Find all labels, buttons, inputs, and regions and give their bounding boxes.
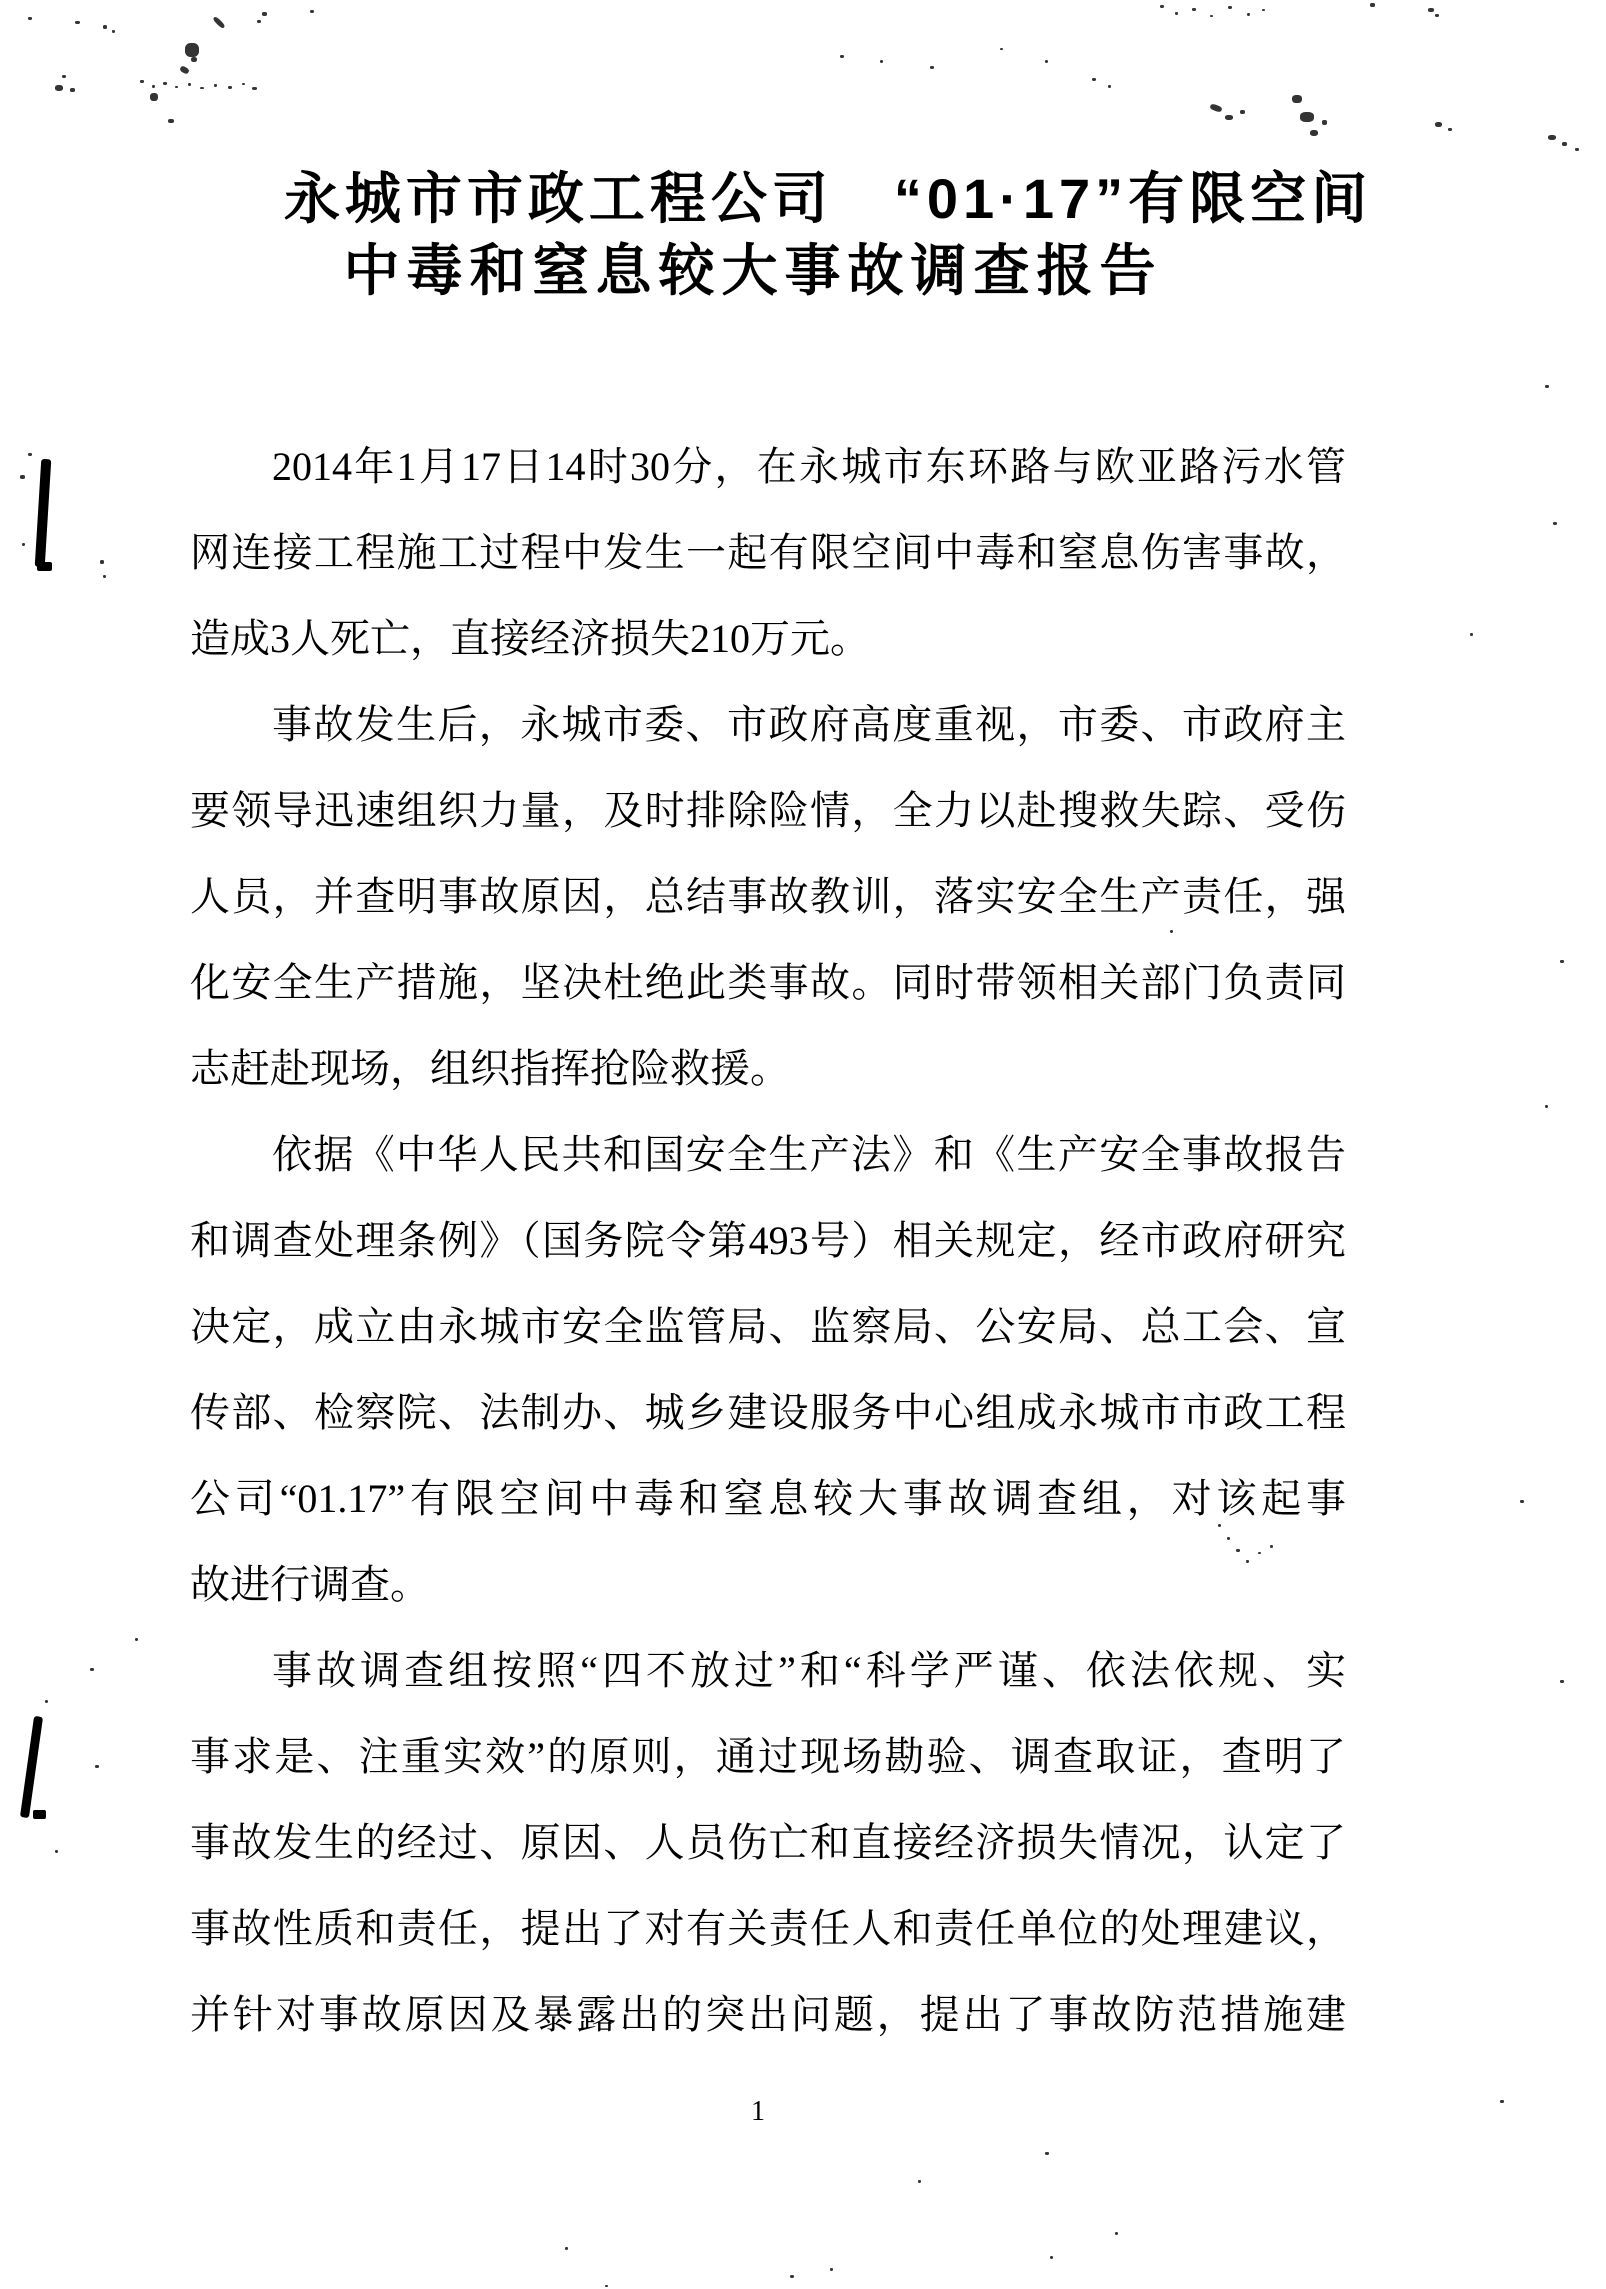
scan-speck (605, 2285, 608, 2287)
body-line: 要领导迅速组织力量，及时排除险情，全力以赴搜救失踪、受伤 (190, 788, 1346, 833)
scan-speck (1370, 3, 1375, 7)
body-line: 传部、检察院、法制办、城乡建设服务中心组成永城市市政工程 (190, 1390, 1346, 1435)
scan-speck (918, 2180, 921, 2183)
scan-speck (1115, 2232, 1118, 2235)
scan-speck (1300, 112, 1314, 122)
scan-speck (1322, 120, 1327, 125)
scan-speck (112, 30, 115, 33)
scan-speck (175, 86, 178, 88)
body-line: 事故调查组按照“四不放过”和“科学严谨、依法依规、实 (272, 1648, 1346, 1693)
scan-speck (790, 2275, 794, 2278)
scan-speck (20, 475, 25, 479)
scan-speck (28, 453, 32, 456)
ink-mark-left-bottom-foot (33, 1810, 46, 1819)
body-line: 事求是、注重实效”的原则，通过现场勘验、调查取证，查明了 (190, 1734, 1346, 1779)
scan-speck (840, 55, 844, 58)
scan-speck (1092, 78, 1096, 81)
body-line: 事故发生后，永城市委、市政府高度重视，市委、市政府主 (272, 702, 1346, 747)
scan-speck (179, 65, 190, 75)
scan-speck (1562, 142, 1567, 146)
document-title (0, 163, 1606, 307)
scan-speck (1310, 130, 1318, 136)
scan-speck (565, 2247, 568, 2250)
scan-speck (1553, 522, 1557, 525)
scan-speck (75, 21, 80, 24)
body-line: 事故发生的经过、原因、人员伤亡和直接经济损失情况，认定了 (190, 1820, 1346, 1865)
scan-speck (242, 83, 245, 85)
scan-speck (1045, 60, 1048, 63)
body-line: 和调查处理条例》（国务院令第493号）相关规定，经市政府研究 (190, 1218, 1346, 1263)
scan-speck (1575, 148, 1579, 151)
scan-speck (191, 57, 197, 62)
scan-speck (1560, 1680, 1564, 1683)
body-line: 化安全生产措施，坚决杜绝此类事故。同时带领相关部门负责同 (190, 960, 1346, 1005)
scan-speck (262, 12, 267, 16)
body-line: 造成3人死亡，直接经济损失210万元。 (190, 616, 870, 661)
scan-speck (185, 43, 199, 57)
scan-speck (103, 575, 106, 578)
body-line: 公司“01.17”有限空间中毒和窒息较大事故调查组，对该起事 (190, 1476, 1346, 1521)
scan-speck (200, 87, 204, 89)
scan-speck (100, 560, 104, 564)
scan-speck (1108, 85, 1111, 88)
body-line: 志赶赴现场，组织指挥抢险救援。 (190, 1046, 790, 1091)
scan-speck (135, 1638, 138, 1641)
scan-speck (214, 84, 217, 87)
scan-speck (1262, 9, 1265, 11)
scan-speck (1210, 15, 1213, 17)
scan-speck (168, 119, 174, 123)
body-line: 网连接工程施工过程中发生一起有限空间中毒和窒息伤害事故， (190, 530, 1346, 575)
scan-speck (930, 66, 934, 69)
title-line-2: 中毒和窒息较大事故调查报告 (343, 239, 1163, 302)
scan-speck (163, 82, 167, 85)
scan-speck (1520, 1500, 1524, 1503)
scan-speck (1548, 135, 1556, 140)
body-line: 人员，并查明事故原因，总结事故教训，落实安全生产责任，强 (190, 874, 1346, 919)
scan-speck (1240, 110, 1245, 114)
scan-speck (103, 25, 107, 29)
scan-speck (1545, 1105, 1548, 1108)
scan-speck (228, 86, 232, 89)
document-body (190, 424, 1346, 2058)
scan-speck (1050, 2256, 1053, 2259)
ink-mark-left-bottom (20, 1716, 43, 1818)
scan-speck (1470, 633, 1473, 636)
scan-speck (252, 87, 257, 90)
scan-speck (188, 83, 191, 86)
scan-speck (1209, 103, 1222, 113)
scan-speck (1560, 960, 1564, 963)
scan-speck (830, 2268, 833, 2271)
scan-speck (70, 88, 75, 92)
scan-speck (62, 75, 66, 78)
scan-speck (1428, 8, 1434, 12)
scan-speck (55, 85, 63, 91)
scan-speck (1247, 13, 1250, 16)
scan-speck (880, 60, 883, 63)
body-line: 事故性质和责任，提出了对有关责任人和责任单位的处理建议， (190, 1906, 1346, 1951)
body-line: 依据《中华人民共和国安全生产法》和《生产安全事故报告 (272, 1132, 1346, 1177)
scan-speck (95, 1765, 99, 1768)
scan-speck (257, 20, 261, 23)
scan-speck (1192, 8, 1196, 11)
scan-speck (45, 1700, 48, 1703)
title-line-1: 永城市市政工程公司 “01·17”有限空间 (283, 167, 1373, 230)
scan-speck (1045, 2152, 1049, 2155)
scan-speck (1292, 95, 1302, 103)
scan-speck (212, 16, 225, 29)
scan-speck (152, 85, 155, 88)
body-line: 故进行调查。 (190, 1562, 430, 1607)
ink-mark-left-top (35, 459, 52, 567)
scan-speck (1545, 385, 1549, 388)
body-line: 决定，成立由永城市安全监管局、监察局、公安局、总工会、宣 (190, 1304, 1346, 1349)
scan-speck (1435, 14, 1439, 17)
scan-speck (140, 80, 144, 83)
ink-mark-left-top-foot (37, 562, 52, 571)
scan-speck (28, 17, 32, 20)
scan-speck (1160, 5, 1164, 8)
scan-speck (1225, 115, 1233, 120)
scan-speck (1175, 12, 1178, 15)
scan-speck (1435, 122, 1442, 127)
body-line: 并针对事故原因及暴露出的突出问题，提出了事故防范措施建 (190, 1992, 1346, 2037)
scan-speck (55, 1850, 58, 1853)
scan-speck (22, 543, 25, 546)
scan-speck (150, 93, 158, 101)
scan-speck (90, 1668, 94, 1671)
scan-speck (310, 10, 314, 13)
page-number: 1 (751, 2096, 765, 2127)
scan-speck (1000, 48, 1003, 50)
scan-speck (1228, 6, 1232, 9)
body-line: 2014年1月17日14时30分，在永城市东环路与欧亚路污水管 (272, 444, 1346, 489)
scan-speck (1448, 128, 1452, 131)
